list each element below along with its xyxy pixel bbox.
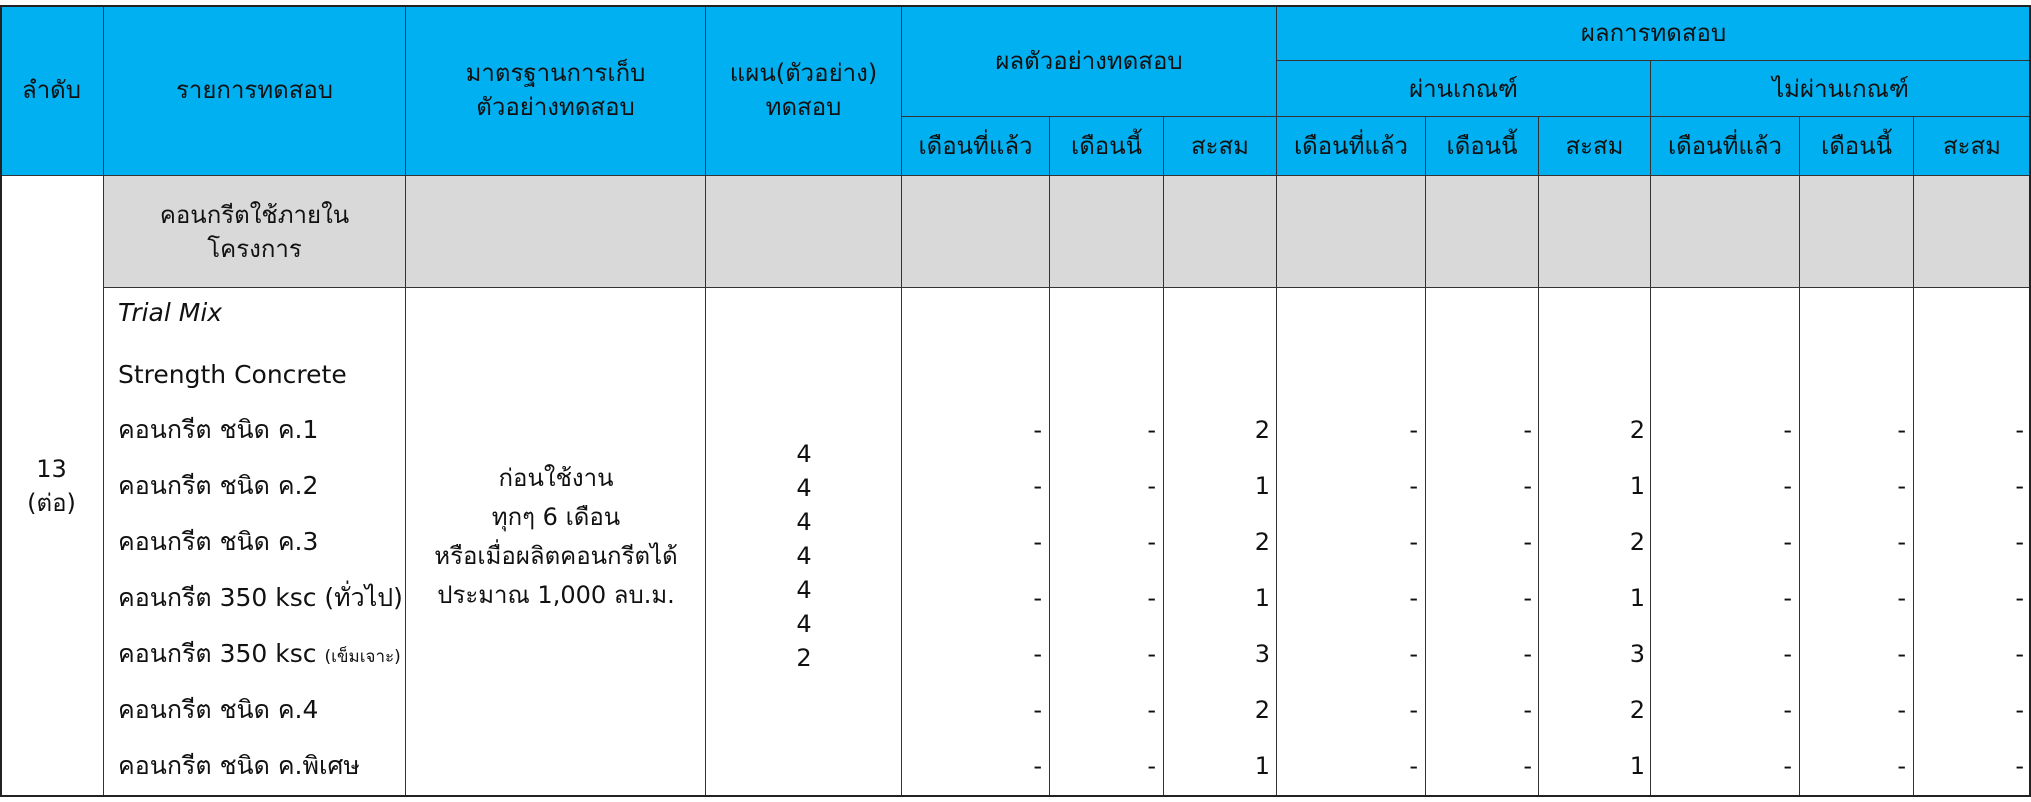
row-value: 2 <box>1254 416 1270 444</box>
standard-line: ทุกๆ 6 เดือน <box>491 503 621 531</box>
header-item: รายการทดสอบ <box>104 5 406 176</box>
plan-value: 4 <box>796 508 812 536</box>
row-item-name: คอนกรีต ชนิด ค.3 <box>118 527 319 556</box>
row-value: - <box>1783 416 1792 444</box>
header-results: ผลการทดสอบ <box>1277 5 2031 61</box>
plan-value: 4 <box>796 542 812 570</box>
row-item-label <box>118 639 401 672</box>
row-item-name: คอนกรีต ชนิด ค.4 <box>118 695 319 724</box>
data-column <box>1277 288 1426 797</box>
row-value: - <box>2015 584 2024 612</box>
row-value: - <box>2015 416 2024 444</box>
row-value: - <box>1783 584 1792 612</box>
row-value: - <box>1409 416 1418 444</box>
row-value: - <box>1409 752 1418 780</box>
sub-header: เดือนนี้ <box>1800 117 1914 176</box>
row-value: - <box>1147 640 1156 668</box>
plan-value: 4 <box>796 474 812 502</box>
row-value: - <box>2015 472 2024 500</box>
row-value: 1 <box>1254 752 1270 780</box>
group-cell <box>1164 176 1277 288</box>
data-column <box>1426 288 1539 797</box>
row-value: 3 <box>1629 640 1645 668</box>
header-pass: ผ่านเกณฑ์ <box>1277 61 1651 117</box>
row-value: - <box>1897 416 1906 444</box>
strength-concrete-label: Strength Concrete <box>118 360 347 389</box>
row-value: - <box>1897 752 1906 780</box>
group-cell <box>902 176 1050 288</box>
row-item-note: (เข็มเจาะ) <box>324 647 401 667</box>
row-value: - <box>2015 752 2024 780</box>
trial-mix-label: Trial Mix <box>118 298 223 327</box>
header-plan <box>706 5 902 176</box>
data-column <box>902 288 1050 797</box>
row-value: - <box>1523 696 1532 724</box>
row-value: - <box>1033 752 1042 780</box>
row-value: - <box>1783 696 1792 724</box>
group-cell <box>1651 176 1800 288</box>
sub-header: เดือนนี้ <box>1050 117 1164 176</box>
row-value: - <box>1147 472 1156 500</box>
group-cell <box>406 176 706 288</box>
row-item-name: คอนกรีต 350 ksc <box>118 639 325 668</box>
header-seq: ลำดับ <box>0 5 104 176</box>
row-value: - <box>1147 584 1156 612</box>
row-value: - <box>1147 752 1156 780</box>
header-fail: ไม่ผ่านเกณฑ์ <box>1651 61 2031 117</box>
plan-value: 4 <box>796 576 812 604</box>
row-value: - <box>1897 472 1906 500</box>
header-standard-line1: มาตรฐานการเก็บ <box>465 59 646 87</box>
row-value: 1 <box>1254 584 1270 612</box>
row-item-name: คอนกรีต ชนิด ค.1 <box>118 415 319 444</box>
row-value: - <box>1897 584 1906 612</box>
standard-line: ประมาณ 1,000 ลบ.ม. <box>437 581 675 609</box>
row-value: - <box>1033 696 1042 724</box>
row-value: - <box>1033 472 1042 500</box>
row-value: - <box>1033 416 1042 444</box>
row-value: - <box>1523 640 1532 668</box>
row-value: - <box>1033 584 1042 612</box>
group-cell <box>706 176 902 288</box>
standard-line: ก่อนใช้งาน <box>498 464 614 492</box>
row-value: - <box>1523 584 1532 612</box>
row-item-name: คอนกรีต ชนิด ค.พิเศษ <box>118 751 360 780</box>
group-cell <box>1426 176 1539 288</box>
plan-values <box>706 437 902 675</box>
header-plan-line1: แผน(ตัวอย่าง) <box>729 59 878 87</box>
group-cell <box>1914 176 2031 288</box>
sub-header: สะสม <box>1914 117 2031 176</box>
seq-continued: (ต่อ) <box>27 489 76 517</box>
plan-value: 2 <box>796 644 812 672</box>
row-value: 2 <box>1629 696 1645 724</box>
sub-header: เดือนที่แล้ว <box>902 117 1050 176</box>
row-value: - <box>1147 696 1156 724</box>
row-value: - <box>1897 640 1906 668</box>
seq-number: 13 <box>36 455 67 483</box>
row-value: 1 <box>1254 472 1270 500</box>
sub-header: เดือนที่แล้ว <box>1651 117 1800 176</box>
row-value: - <box>1409 528 1418 556</box>
row-value: - <box>2015 640 2024 668</box>
standard-text <box>406 459 706 615</box>
row-item-name: คอนกรีต 350 ksc (ทั่วไป) <box>118 583 403 612</box>
standard-line: หรือเมื่อผลิตคอนกรีตได้ <box>434 542 678 570</box>
header-standard <box>406 5 706 176</box>
data-column <box>1914 288 2031 797</box>
seq-cell <box>0 176 104 797</box>
row-value: - <box>1033 640 1042 668</box>
row-value: - <box>1523 752 1532 780</box>
plan-value: 4 <box>796 610 812 638</box>
row-value: - <box>1409 584 1418 612</box>
group-title-cell <box>104 176 406 288</box>
row-value: - <box>1523 472 1532 500</box>
row-value: - <box>1409 696 1418 724</box>
row-item-name: คอนกรีต ชนิด ค.2 <box>118 471 319 500</box>
row-value: 2 <box>1254 528 1270 556</box>
sub-header: สะสม <box>1164 117 1277 176</box>
row-value: - <box>1409 640 1418 668</box>
row-value: 1 <box>1629 752 1645 780</box>
group-cell <box>1539 176 1651 288</box>
row-value: - <box>2015 528 2024 556</box>
row-value: 1 <box>1629 584 1645 612</box>
group-cell <box>1800 176 1914 288</box>
row-value: - <box>1783 752 1792 780</box>
row-value: - <box>1033 528 1042 556</box>
header-samples: ผลตัวอย่างทดสอบ <box>902 5 1277 117</box>
row-value: - <box>1523 416 1532 444</box>
plan-value: 4 <box>796 440 812 468</box>
row-value: - <box>1783 640 1792 668</box>
sub-header: เดือนที่แล้ว <box>1277 117 1426 176</box>
row-value: - <box>1897 696 1906 724</box>
row-value: - <box>1147 416 1156 444</box>
group-title-line2: โครงการ <box>207 234 302 263</box>
row-value: 3 <box>1254 640 1270 668</box>
row-value: - <box>1783 528 1792 556</box>
row-value: 2 <box>1254 696 1270 724</box>
row-value: - <box>1783 472 1792 500</box>
header-plan-line2: ทดสอบ <box>765 93 842 121</box>
row-value: - <box>1147 528 1156 556</box>
sub-header: สะสม <box>1539 117 1651 176</box>
row-value: - <box>2015 696 2024 724</box>
row-value: - <box>1897 528 1906 556</box>
row-value: 2 <box>1629 416 1645 444</box>
row-value: 1 <box>1629 472 1645 500</box>
row-value: - <box>1409 472 1418 500</box>
row-value: 2 <box>1629 528 1645 556</box>
header-standard-line2: ตัวอย่างทดสอบ <box>476 93 635 121</box>
data-column <box>1651 288 1800 797</box>
sub-header: เดือนนี้ <box>1426 117 1539 176</box>
row-value: - <box>1523 528 1532 556</box>
group-cell <box>1050 176 1164 288</box>
group-title-line1: คอนกรีตใช้ภายใน <box>159 200 350 229</box>
group-cell <box>1277 176 1426 288</box>
